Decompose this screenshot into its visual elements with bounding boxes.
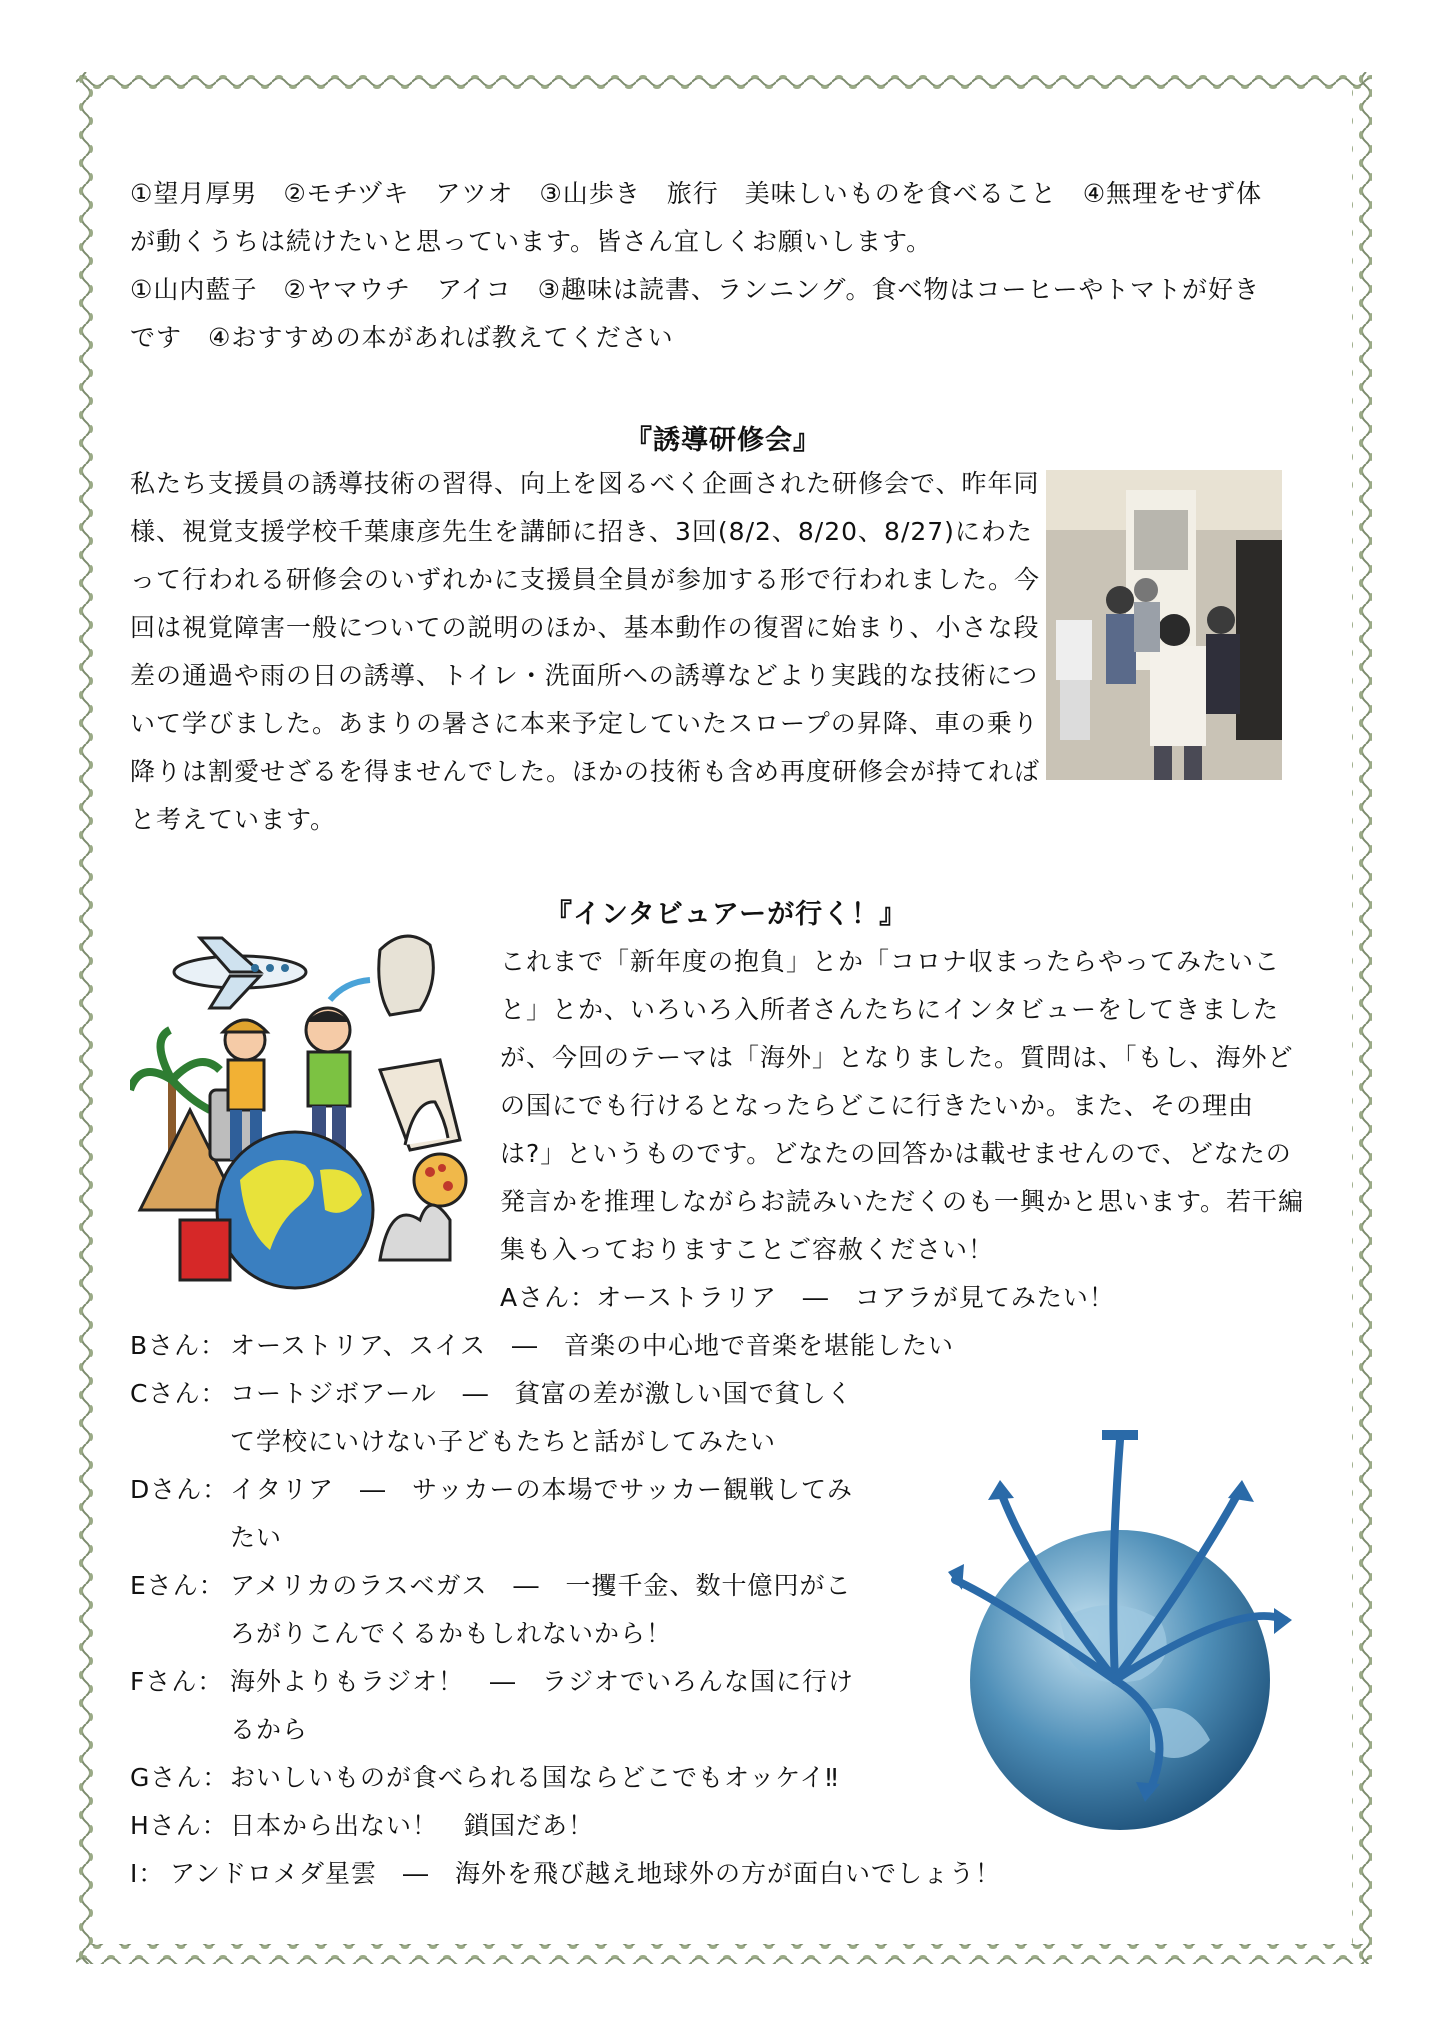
answer-text: おいしいものが食べられる国ならどこでもオッケイ‼ [230, 1763, 839, 1792]
intro-line-2: が動くうちは続けたいと思っています。皆さん宜しくお願いします。 [130, 227, 933, 256]
answer-text: 日本から出ない！ 鎖国だあ！ [230, 1811, 595, 1840]
interview-line: これまで「新年度の抱負」とか「コロナ収まったらやってみたいこ [500, 947, 1281, 976]
interview-line: が、今回のテーマは「海外」となりました。質問は、「もし、海外ど [500, 1043, 1294, 1072]
earth-icon [217, 1132, 373, 1288]
intro-line-1: ①望月厚男 ②モチヅキ アツオ ③山歩き 旅行 美味しいものを食べること ④無理をせず体 [130, 179, 1263, 208]
answer-who: Bさん： [130, 1331, 227, 1360]
answer-text: 海外よりもラジオ！ ― ラジオでいろんな国に行け [230, 1667, 855, 1696]
answer-continuation: たい [230, 1523, 283, 1552]
answer-continuation: るから [230, 1715, 309, 1744]
answer-row [130, 1850, 1001, 1898]
answer-text: コートジボアール ― 貧富の差が激しい国で貧しく [230, 1379, 853, 1408]
answer-row [130, 1802, 594, 1850]
opera-house-icon [380, 1205, 450, 1260]
answer-text: アメリカのラスベガス ― 一攫千金、数十億円がこ [230, 1571, 852, 1600]
training-line: いて学びました。あまりの暑さに本来予定していたスロープの昇降、車の乗り [130, 709, 1039, 738]
answer-text: アンドロメダ星雲 ― 海外を飛び越え地球外の方が面白いでしょう！ [170, 1859, 1002, 1888]
intro-line-3: ①山内藍子 ②ヤマウチ アイコ ③趣味は読書、ランニング。食べ物はコーヒーやトマトが好き [130, 275, 1260, 304]
interview-line: の国にでも行けるとなったらどこに行きたいか。また、その理由 [500, 1091, 1255, 1120]
training-photo [1046, 470, 1282, 780]
training-line: 様、視覚支援学校千葉康彦先生を講師に招き、3回(8/2、8/20、8/27)にわた [130, 517, 1033, 546]
answer-row [130, 1370, 853, 1418]
interview-line: と」とか、いろいろ入所者さんたちにインタビューをしてきました [500, 995, 1280, 1024]
answer-who: Cさん： [130, 1379, 227, 1408]
training-line: と考えています。 [130, 805, 337, 834]
intro-line-4: です ④おすすめの本があれば教えてください [130, 323, 674, 352]
answer-continuation: ろがりこんでくるかもしれないから！ [230, 1619, 673, 1648]
answer-who: Hさん： [130, 1811, 228, 1840]
merlion-icon [330, 936, 433, 1015]
red-envelope-icon [180, 1220, 230, 1280]
training-line: 降りは割愛せざるを得ませんでした。ほかの技術も含め再度研修会が持てれば [130, 757, 1041, 786]
interview-line: 発言かを推理しながらお読みいただくのも一興かと思います。若干編 [500, 1187, 1305, 1216]
airplane-icon [174, 938, 306, 1008]
training-title: 『誘導研修会』 [625, 425, 821, 456]
answer-row [130, 1754, 839, 1802]
answer-who: I： [130, 1859, 165, 1888]
training-line: って行われる研修会のいずれかに支援員全員が参加する形で行われました。今 [130, 565, 1041, 594]
travel-illustration [130, 920, 480, 1290]
training-line: 私たち支援員の誘導技術の習得、向上を図るべく企画された研修会で、昨年同 [130, 469, 1040, 498]
answer-row [130, 1562, 852, 1610]
answer-text: オーストリア、スイス ― 音楽の中心地で音楽を堪能したい [230, 1331, 955, 1360]
globe-arrows-illustration [940, 1420, 1300, 1850]
answer-who: Fさん： [130, 1667, 224, 1696]
arch-icon [380, 1060, 460, 1150]
interview-line: 集も入っておりますことご容赦ください！ [500, 1235, 995, 1264]
answer-who: Gさん： [130, 1763, 229, 1792]
answer-text: イタリア ― サッカーの本場でサッカー観戦してみ [230, 1475, 854, 1504]
answer-row [130, 1658, 854, 1706]
interview-line: は?」というものです。どなたの回答かは載せませんので、どなたの [500, 1139, 1292, 1168]
answer-a: Aさん：オーストラリア ― コアラが見てみたい！ [500, 1283, 1115, 1312]
training-line: 回は視覚障害一般についての説明のほか、基本動作の復習に始まり、小さな段 [130, 613, 1040, 642]
answer-who: Eさん： [130, 1571, 225, 1600]
training-line: 差の通過や雨の日の誘導、トイレ・洗面所への誘導などより実践的な技術につ [130, 661, 1039, 690]
answer-row [130, 1322, 954, 1370]
pizza-icon [414, 1154, 466, 1206]
interview-title: 『インタビュアーが行く！』 [545, 899, 908, 930]
answer-row [130, 1466, 853, 1514]
answer-who: Dさん： [130, 1475, 229, 1504]
answer-continuation: て学校にいけない子どもたちと話がしてみたい [230, 1427, 777, 1456]
